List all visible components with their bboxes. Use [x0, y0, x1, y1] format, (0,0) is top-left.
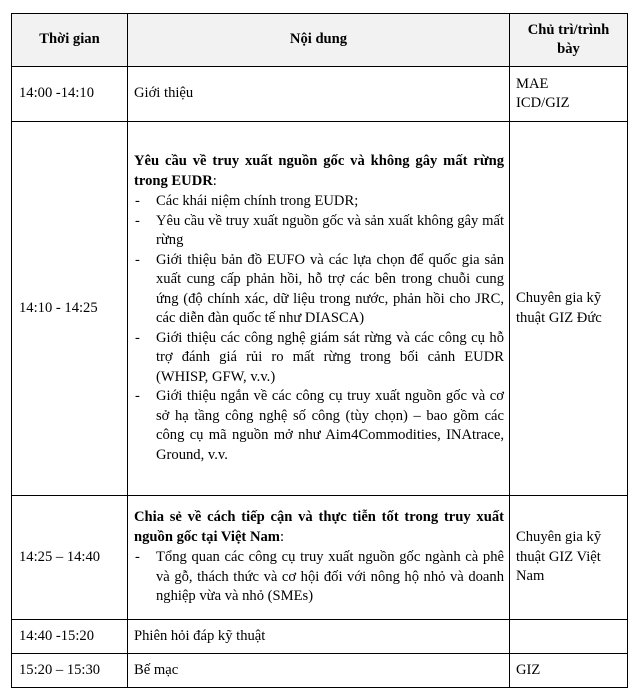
header-content: Nội dung [128, 14, 510, 67]
section-title: Chia sẻ về cách tiếp cận và thực tiễn tốt trong truy xuất nguồn gốc tại Việt Nam: [134, 509, 504, 545]
row-presenter: Chuyên gia kỹ thuật GIZ Việt Nam [510, 496, 628, 620]
row-content: Bế mạc [128, 654, 510, 688]
header-presenter: Chủ trì/trình bày [510, 14, 628, 67]
bullet-list [134, 548, 504, 607]
row-content [128, 496, 510, 620]
agenda-table [11, 13, 628, 688]
row-time: 14:00 -14:10 [12, 67, 128, 122]
row-time: 14:40 -15:20 [12, 620, 128, 654]
header-row [12, 14, 628, 67]
row-content [128, 122, 510, 496]
row-presenter [510, 620, 628, 654]
row-presenter: GIZ [510, 654, 628, 688]
list-item: - Giới thiệu ngắn về các công cụ truy xuất nguồn gốc và cơ sở hạ tầng công nghệ số công (tùy chọn) – bao gồm các công cụ mã nguồn mở như Aim4Commodities, INAtrace, Ground, v.v. [134, 387, 504, 465]
header-time: Thời gian [12, 14, 128, 67]
row-time: 14:25 – 14:40 [12, 496, 128, 620]
table-row [12, 67, 628, 122]
row-content: Phiên hỏi đáp kỹ thuật [128, 620, 510, 654]
table-row [12, 620, 628, 654]
bullet-list [134, 192, 504, 465]
list-item: - Các khái niệm chính trong EUDR; [134, 192, 504, 212]
row-presenter: Chuyên gia kỹ thuật GIZ Đức [510, 122, 628, 496]
list-item: - Giới thiệu các công nghệ giám sát rừng và các công cụ hỗ trợ đánh giá rủi ro mất rừng trong bối cảnh EUDR (WHISP, GFW, v.v.) [134, 329, 504, 388]
list-item: - Yêu cầu về truy xuất nguồn gốc và sản xuất không gây mất rừng [134, 212, 504, 251]
section-title: Yêu cầu về truy xuất nguồn gốc và không gây mất rừng trong EUDR: [134, 153, 504, 189]
row-content: Giới thiệu [128, 67, 510, 122]
list-item: - Tổng quan các công cụ truy xuất nguồn gốc ngành cà phê và gỗ, thách thức và cơ hội đối với nông hộ nhỏ và doanh nghiệp vừa và nhỏ (SMEs) [134, 548, 504, 607]
table-row [12, 654, 628, 688]
row-presenter: MAE ICD/GIZ [510, 67, 628, 122]
table-row [12, 496, 628, 620]
row-time: 14:10 - 14:25 [12, 122, 128, 496]
table-row [12, 122, 628, 496]
row-time: 15:20 – 15:30 [12, 654, 128, 688]
list-item: - Giới thiệu bản đồ EUFO và các lựa chọn để quốc gia sản xuất cung cấp phản hồi, hỗ trợ các bên trong chuỗi cung ứng (độ chính xác, dữ liệu trong nước, phản hồi cho JRC, các diễn đàn quốc tế như DIASCA) [134, 251, 504, 329]
